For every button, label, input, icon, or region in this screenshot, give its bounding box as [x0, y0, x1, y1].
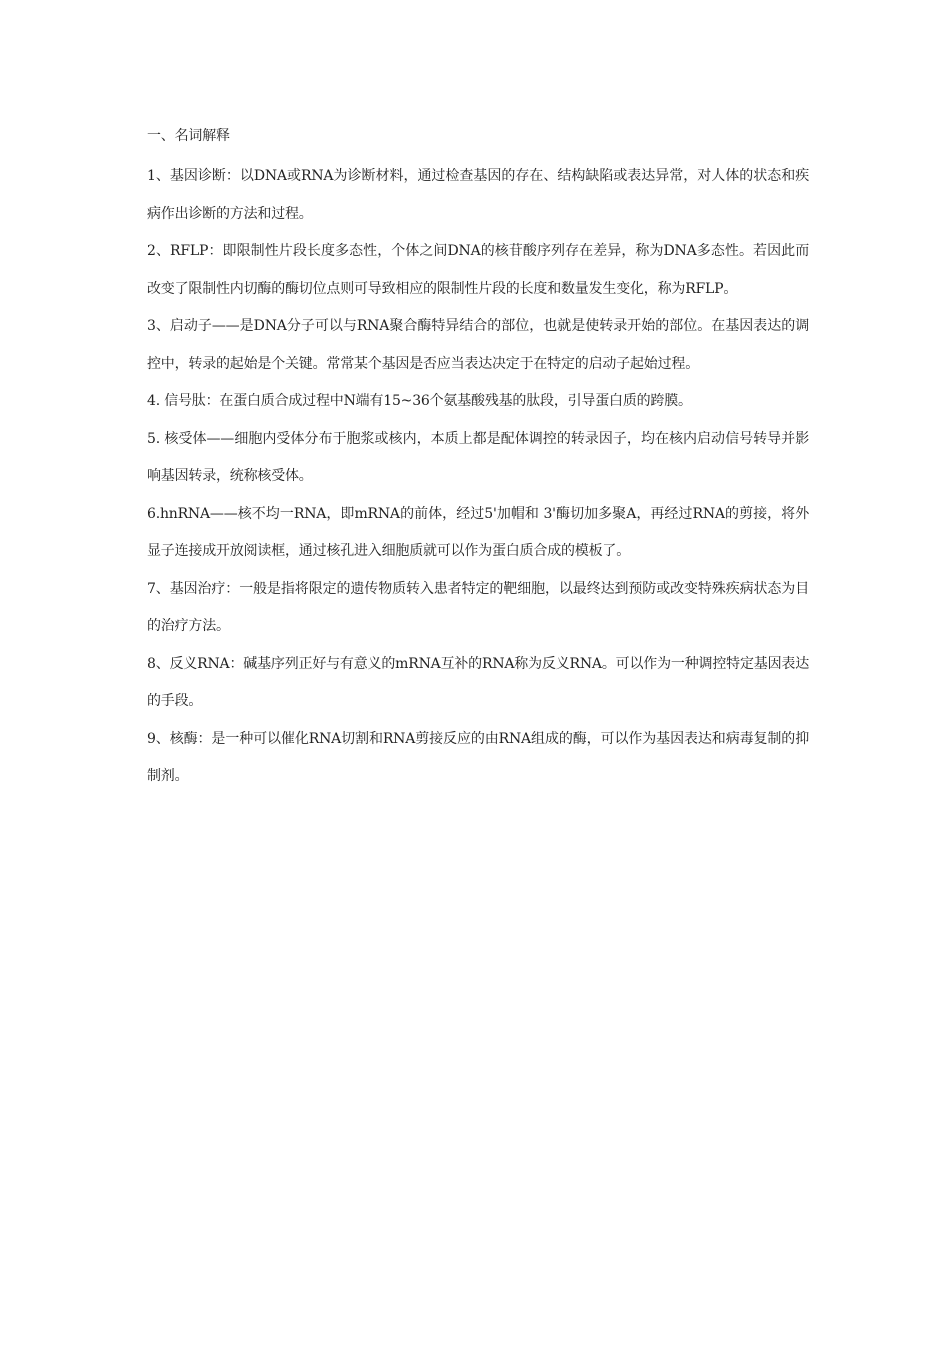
- entry-ribozyme: 9、核酶：是一种可以催化RNA切割和RNA剪接反应的由RNA组成的酶，可以作为基因表达和病毒复制的抑制剂。: [147, 730, 809, 784]
- entry-gene-therapy: 7、基因治疗：一般是指将限定的遗传物质转入患者特定的靶细胞，以最终达到预防或改变特殊疾病状态为目的治疗方法。: [147, 580, 809, 634]
- entry-nuclear-receptor: 5. 核受体——细胞内受体分布于胞浆或核内，本质上都是配体调控的转录因子，均在核内启动信号转导并影响基因转录，统称核受体。: [147, 430, 809, 484]
- entry-gene-diagnosis: 1、基因诊断：以DNA或RNA为诊断材料，通过检查基因的存在、结构缺陷或表达异常，对人体的状态和疾病作出诊断的方法和过程。: [147, 168, 809, 222]
- entry-signal-peptide: 4. 信号肽：在蛋白质合成过程中N端有15~36个氨基酸残基的肽段，引导蛋白质的跨膜。: [147, 393, 692, 409]
- document-body: [147, 122, 809, 796]
- entry-hnrna: 6.hnRNA——核不均一RNA，即mRNA的前体，经过5'加帽和 3'酶切加多聚A，再经过RNA的剪接，将外显子连接成开放阅读框，通过核孔进入细胞质就可以作为蛋白质合成的模板了。: [147, 505, 809, 559]
- entry-antisense-rna: 8、反义RNA：碱基序列正好与有意义的mRNA互补的RNA称为反义RNA。可以作为一种调控特定基因表达的手段。: [147, 655, 809, 709]
- section-heading: 一、名词解释: [147, 128, 230, 144]
- entry-rflp: 2、RFLP：即限制性片段长度多态性，个体之间DNA的核苷酸序列存在差异，称为DNA多态性。若因此而改变了限制性内切酶的酶切位点则可导致相应的限制性片段的长度和数量发生变化，称为RFLP。: [147, 243, 809, 297]
- entry-promoter: 3、启动子——是DNA分子可以与RNA聚合酶特异结合的部位，也就是使转录开始的部位。在基因表达的调控中，转录的起始是个关键。常常某个基因是否应当表达决定于在特定的启动子起始过程。: [147, 318, 809, 372]
